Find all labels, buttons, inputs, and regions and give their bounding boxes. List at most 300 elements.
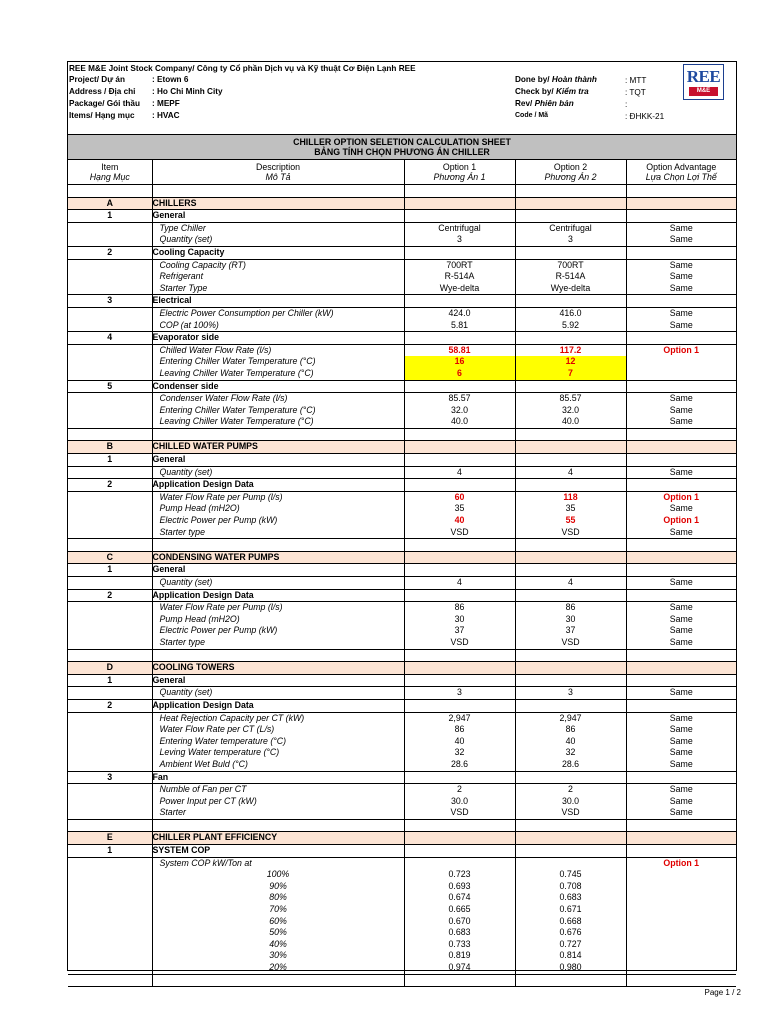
table-row <box>68 784 736 796</box>
option2-cell: 0.668 <box>515 916 626 928</box>
code-label: Code / Mã <box>515 112 549 119</box>
option1-cell: 0.670 <box>404 916 515 928</box>
advantage-cell: Same <box>669 222 693 233</box>
table-row <box>68 344 736 356</box>
option2-cell: 4 <box>515 577 626 590</box>
description-cell: Leaving Chiller Water Temperature (°C) <box>152 368 404 380</box>
option2-cell: 86 <box>515 724 626 736</box>
section-row <box>68 551 736 564</box>
description-cell: Quantity (set) <box>152 234 404 246</box>
description-cell: General <box>152 454 404 467</box>
table-row <box>68 527 736 539</box>
description-cell: Application Design Data <box>152 699 404 712</box>
table-row <box>68 320 736 332</box>
description-cell: Ambient Wet Buld (°C) <box>152 759 404 771</box>
item-cell <box>68 927 152 939</box>
description-cell: Entering Chiller Water Temperature (°C) <box>152 405 404 417</box>
option2-cell: 700RT <box>515 259 626 271</box>
item-cell <box>68 234 152 246</box>
option2-cell <box>515 246 626 259</box>
item-cell <box>68 649 152 662</box>
option2-cell: 32.0 <box>515 405 626 417</box>
table-row <box>68 625 736 637</box>
table-header-row <box>68 160 736 185</box>
advantage-cell: Same <box>669 784 693 795</box>
table-row <box>68 950 736 962</box>
advantage-cell <box>626 428 736 441</box>
check-by-label: Check by/ Kiểm tra <box>515 87 589 96</box>
item-cell <box>68 857 152 869</box>
item-cell <box>68 368 152 380</box>
option1-cell: Centrifugal <box>404 222 515 234</box>
option1-cell: 0.665 <box>404 904 515 916</box>
item-cell <box>68 962 152 974</box>
option1-cell: VSD <box>404 637 515 649</box>
option1-cell <box>404 539 515 552</box>
item-cell <box>68 320 152 332</box>
description-cell: Entering Water temperature (°C) <box>152 736 404 748</box>
option2-cell: VSD <box>515 807 626 819</box>
spacer-row <box>68 428 736 441</box>
description-cell: General <box>152 564 404 577</box>
advantage-cell <box>626 454 736 467</box>
option2-cell <box>515 564 626 577</box>
table-row <box>68 747 736 759</box>
subsection-row <box>68 210 736 223</box>
description-cell: 60% <box>152 916 404 928</box>
option2-cell <box>515 295 626 308</box>
option1-cell: 0.723 <box>404 869 515 881</box>
description-cell: Leaving Chiller Water Temperature (°C) <box>152 416 404 428</box>
advantage-cell: Same <box>669 404 693 415</box>
option1-cell <box>404 771 515 784</box>
item-cell <box>68 637 152 649</box>
table-row <box>68 857 736 869</box>
option1-cell <box>404 441 515 454</box>
col-option2-header: Option 2 Phương Án 2 <box>515 160 626 185</box>
advantage-cell: Option 1 <box>663 515 700 526</box>
option2-cell: 0.671 <box>515 904 626 916</box>
table-row <box>68 416 736 428</box>
advantage-cell: Option 1 <box>663 857 700 868</box>
item-cell: A <box>68 197 152 210</box>
description-cell: Power Input per CT (kW) <box>152 796 404 808</box>
description-cell <box>152 185 404 198</box>
option2-cell <box>515 185 626 198</box>
description-cell: System COP kW/Ton at <box>152 857 404 869</box>
rev-label: Rev/ Phiên bản <box>515 99 574 108</box>
option1-cell: 3 <box>404 234 515 246</box>
option1-cell: R-514A <box>404 271 515 283</box>
description-cell: Fan <box>152 771 404 784</box>
item-cell <box>68 491 152 503</box>
item-cell: B <box>68 441 152 454</box>
item-cell: 2 <box>68 246 152 259</box>
description-cell: Electric Power Consumption per Chiller (kW) <box>152 307 404 319</box>
option2-cell: 40 <box>515 736 626 748</box>
section-row <box>68 662 736 675</box>
advantage-cell <box>626 674 736 687</box>
option2-cell: 85.57 <box>515 393 626 405</box>
item-cell <box>68 687 152 700</box>
description-cell <box>152 649 404 662</box>
item-cell <box>68 259 152 271</box>
spacer-row <box>68 649 736 662</box>
advantage-cell <box>626 185 736 198</box>
option2-cell: 0.727 <box>515 939 626 951</box>
advantage-cell: Option 1 <box>663 344 700 355</box>
item-cell <box>68 466 152 479</box>
advantage-cell: Same <box>626 807 736 819</box>
table-row <box>68 637 736 649</box>
item-cell: 3 <box>68 771 152 784</box>
item-cell <box>68 869 152 881</box>
advantage-cell <box>626 939 736 951</box>
description-cell: Pump Head (mH2O) <box>152 614 404 626</box>
option2-cell <box>515 662 626 675</box>
item-cell <box>68 307 152 319</box>
advantage-cell <box>626 564 736 577</box>
description-cell <box>152 539 404 552</box>
sheet-title <box>68 134 736 160</box>
rev-value: : <box>625 100 628 109</box>
option1-cell: 35 <box>404 503 515 515</box>
advantage-cell <box>626 771 736 784</box>
item-cell <box>68 356 152 368</box>
table-row <box>68 307 736 319</box>
advantage-cell: Same <box>669 613 693 624</box>
subsection-row <box>68 454 736 467</box>
items-value: : HVAC <box>152 111 180 120</box>
option1-cell: VSD <box>404 527 515 539</box>
option1-cell <box>404 197 515 210</box>
advantage-cell: Same <box>626 577 736 590</box>
advantage-cell: Same <box>669 602 693 613</box>
description-cell: Electric Power per Pump (kW) <box>152 625 404 637</box>
item-cell <box>68 724 152 736</box>
option1-cell: 0.733 <box>404 939 515 951</box>
advantage-cell: Same <box>669 271 693 282</box>
advantage-cell <box>626 539 736 552</box>
option2-cell: 37 <box>515 625 626 637</box>
option2-cell: 55 <box>515 515 626 527</box>
item-cell <box>68 712 152 724</box>
advantage-cell <box>626 892 736 904</box>
option1-cell: 700RT <box>404 259 515 271</box>
item-cell: D <box>68 662 152 675</box>
advantage-cell <box>626 927 736 939</box>
option1-cell: 85.57 <box>404 393 515 405</box>
advantage-cell <box>626 974 736 987</box>
option1-cell: 40 <box>404 515 515 527</box>
table-row <box>68 687 736 700</box>
code-value: : ĐHKK-21 <box>625 112 665 121</box>
description-cell: Entering Chiller Water Temperature (°C) <box>152 356 404 368</box>
description-cell: General <box>152 210 404 223</box>
option2-cell <box>515 332 626 345</box>
option1-cell: 0.693 <box>404 881 515 893</box>
advantage-cell <box>626 962 736 974</box>
table-row <box>68 614 736 626</box>
advantage-cell: Same <box>626 687 736 700</box>
section-row <box>68 832 736 845</box>
description-cell: 90% <box>152 881 404 893</box>
description-cell: General <box>152 674 404 687</box>
table-row <box>68 602 736 614</box>
table-row <box>68 368 736 380</box>
subsection-row <box>68 380 736 393</box>
option1-cell: 4 <box>404 577 515 590</box>
option1-cell <box>404 380 515 393</box>
option1-cell: 0.674 <box>404 892 515 904</box>
option1-cell <box>404 662 515 675</box>
advantage-cell <box>626 295 736 308</box>
address-value: : Ho Chi Minh City <box>152 87 223 96</box>
subsection-row <box>68 845 736 858</box>
advantage-cell: Same <box>626 416 736 428</box>
item-cell: 4 <box>68 332 152 345</box>
table-row <box>68 869 736 881</box>
option2-cell: 4 <box>515 466 626 479</box>
advantage-cell: Same <box>669 747 693 758</box>
option1-cell: 6 <box>404 368 515 380</box>
description-cell: 70% <box>152 904 404 916</box>
description-cell: CONDENSING WATER PUMPS <box>152 551 404 564</box>
description-cell: Starter <box>152 807 404 819</box>
advantage-cell <box>626 819 736 832</box>
advantage-cell: Same <box>669 735 693 746</box>
description-cell: Quantity (set) <box>152 687 404 700</box>
option1-cell: 28.6 <box>404 759 515 771</box>
advantage-cell: Same <box>626 466 736 479</box>
description-cell: Starter Type <box>152 283 404 295</box>
item-cell <box>68 974 152 987</box>
advantage-cell <box>626 479 736 492</box>
address-label: Address / Địa chỉ <box>69 87 136 96</box>
advantage-cell: Option 1 <box>663 491 700 502</box>
description-cell <box>152 974 404 987</box>
option1-cell <box>404 454 515 467</box>
option2-cell: 0.980 <box>515 962 626 974</box>
option1-cell: 16 <box>404 356 515 368</box>
description-cell: COOLING TOWERS <box>152 662 404 675</box>
col-description-header: Description Mô Tả <box>152 160 404 185</box>
subsection-row <box>68 771 736 784</box>
table-row <box>68 807 736 819</box>
option1-cell: 5.81 <box>404 320 515 332</box>
advantage-cell <box>626 246 736 259</box>
option1-cell: 2,947 <box>404 712 515 724</box>
subsection-row <box>68 295 736 308</box>
description-cell: 100% <box>152 869 404 881</box>
option1-cell <box>404 819 515 832</box>
description-cell: SYSTEM COP <box>152 845 404 858</box>
table-row <box>68 222 736 234</box>
item-cell: 2 <box>68 479 152 492</box>
option2-cell <box>515 674 626 687</box>
advantage-cell: Same <box>669 712 693 723</box>
advantage-cell <box>626 380 736 393</box>
item-cell: E <box>68 832 152 845</box>
option2-cell: 118 <box>515 491 626 503</box>
item-cell <box>68 904 152 916</box>
advantage-cell: Same <box>626 637 736 649</box>
option1-cell <box>404 649 515 662</box>
option2-cell <box>515 479 626 492</box>
item-cell <box>68 271 152 283</box>
table-row <box>68 466 736 479</box>
description-cell: Quantity (set) <box>152 577 404 590</box>
advantage-cell <box>626 662 736 675</box>
option1-cell: 424.0 <box>404 307 515 319</box>
item-cell <box>68 881 152 893</box>
description-cell: 50% <box>152 927 404 939</box>
item-cell <box>68 819 152 832</box>
item-cell <box>68 747 152 759</box>
item-cell: C <box>68 551 152 564</box>
option1-cell: 86 <box>404 724 515 736</box>
document-header <box>68 62 736 134</box>
description-cell: COP (at 100%) <box>152 320 404 332</box>
item-cell <box>68 405 152 417</box>
advantage-cell: Same <box>626 283 736 295</box>
option2-cell: 0.676 <box>515 927 626 939</box>
item-cell <box>68 577 152 590</box>
advantage-cell <box>626 649 736 662</box>
advantage-cell <box>626 589 736 602</box>
item-cell <box>68 759 152 771</box>
option2-cell: 117.2 <box>515 344 626 356</box>
advantage-cell: Same <box>626 234 736 246</box>
option2-cell: 3 <box>515 234 626 246</box>
table-row <box>68 503 736 515</box>
subsection-row <box>68 332 736 345</box>
option2-cell: 30.0 <box>515 796 626 808</box>
advantage-cell <box>626 845 736 858</box>
option2-cell: 40.0 <box>515 416 626 428</box>
advantage-cell <box>626 881 736 893</box>
table-row <box>68 916 736 928</box>
option2-cell: Centrifugal <box>515 222 626 234</box>
option2-cell <box>515 210 626 223</box>
description-cell: CHILLER PLANT EFFICIENCY <box>152 832 404 845</box>
table-row <box>68 904 736 916</box>
advantage-cell <box>626 904 736 916</box>
page-number: Page 1 / 2 <box>704 988 741 997</box>
advantage-cell <box>626 551 736 564</box>
option1-cell <box>404 246 515 259</box>
option1-cell: 60 <box>404 491 515 503</box>
table-row <box>68 393 736 405</box>
description-cell: Application Design Data <box>152 589 404 602</box>
option1-cell <box>404 428 515 441</box>
item-cell: 2 <box>68 699 152 712</box>
description-cell: Cooling Capacity (RT) <box>152 259 404 271</box>
item-cell <box>68 515 152 527</box>
item-cell <box>68 527 152 539</box>
item-cell <box>68 222 152 234</box>
description-cell: Leving Water temperature (°C) <box>152 747 404 759</box>
option1-cell: 30.0 <box>404 796 515 808</box>
option2-cell <box>515 551 626 564</box>
table-row <box>68 796 736 808</box>
table-row <box>68 491 736 503</box>
subsection-row <box>68 564 736 577</box>
option2-cell <box>515 649 626 662</box>
advantage-cell <box>626 332 736 345</box>
subsection-row <box>68 699 736 712</box>
table-row <box>68 939 736 951</box>
package-value: : MEPF <box>152 99 180 108</box>
option2-cell <box>515 845 626 858</box>
table-row <box>68 736 736 748</box>
option2-cell: 28.6 <box>515 759 626 771</box>
option1-cell <box>404 845 515 858</box>
advantage-cell: Same <box>669 795 693 806</box>
subsection-row <box>68 589 736 602</box>
table-row <box>68 712 736 724</box>
option1-cell <box>404 974 515 987</box>
description-cell: Numble of Fan per CT <box>152 784 404 796</box>
table-row <box>68 577 736 590</box>
chiller-comparison-table <box>68 160 736 987</box>
package-label: Package/ Gói thầu <box>69 99 140 108</box>
item-cell: 2 <box>68 589 152 602</box>
done-by-label: Done by/ Hoàn thành <box>515 75 597 84</box>
option2-cell: 2 <box>515 784 626 796</box>
section-row <box>68 197 736 210</box>
option1-cell: VSD <box>404 807 515 819</box>
advantage-cell: Same <box>626 759 736 771</box>
description-cell: Application Design Data <box>152 479 404 492</box>
option1-cell: 0.683 <box>404 927 515 939</box>
item-cell <box>68 283 152 295</box>
description-cell: Water Flow Rate per CT (L/s) <box>152 724 404 736</box>
option2-cell <box>515 819 626 832</box>
option2-cell <box>515 380 626 393</box>
item-cell <box>68 428 152 441</box>
option1-cell: 40.0 <box>404 416 515 428</box>
option1-cell: 4 <box>404 466 515 479</box>
table-row <box>68 515 736 527</box>
table-row <box>68 234 736 246</box>
option2-cell <box>515 428 626 441</box>
table-row <box>68 881 736 893</box>
table-row <box>68 962 736 974</box>
advantage-cell <box>626 441 736 454</box>
description-cell: Condenser Water Flow Rate (l/s) <box>152 393 404 405</box>
item-cell <box>68 784 152 796</box>
table-row <box>68 283 736 295</box>
calculation-sheet <box>67 61 737 971</box>
option1-cell: 0.819 <box>404 950 515 962</box>
item-cell <box>68 344 152 356</box>
project-value: : Etown 6 <box>152 75 189 84</box>
option1-cell: 86 <box>404 602 515 614</box>
advantage-cell: Same <box>669 393 693 404</box>
option1-cell <box>404 674 515 687</box>
items-label: Items/ Hạng mục <box>69 111 135 120</box>
option2-cell: 12 <box>515 356 626 368</box>
spacer-row <box>68 819 736 832</box>
advantage-cell <box>626 916 736 928</box>
item-cell <box>68 185 152 198</box>
description-cell: Heat Rejection Capacity per CT (kW) <box>152 712 404 724</box>
option1-cell <box>404 699 515 712</box>
option2-cell: 7 <box>515 368 626 380</box>
description-cell: 80% <box>152 892 404 904</box>
project-label: Project/ Dự án <box>69 75 125 84</box>
